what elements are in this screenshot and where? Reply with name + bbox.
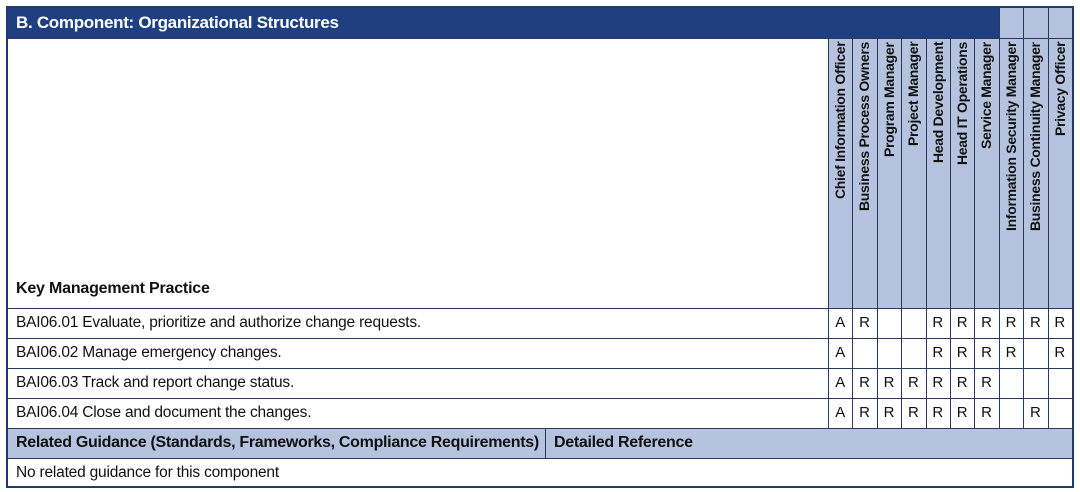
raci-cell: R [956,344,968,361]
raci-cell: A [835,344,846,361]
raci-cell: R [956,374,968,391]
raci-cell: R [907,374,919,391]
role-label-8: Business Continuity Manager [1027,42,1044,231]
role-label-4: Head Development [929,42,946,164]
no-related-guidance-text: No related guidance for this component [16,464,279,481]
raci-cell: R [1005,344,1017,361]
role-label-6: Service Manager [978,42,995,149]
role-label-2: Program Manager [880,42,897,157]
raci-cell: R [859,404,870,421]
raci-cell: R [1029,404,1041,421]
role-label-0: Chief Information Officer [832,42,848,200]
key-management-practice-header: Key Management Practice [16,280,210,297]
raci-cell: R [859,314,870,331]
raci-cell: R [1054,344,1066,361]
role-label-7: Information Security Manager [1002,42,1019,232]
raci-cell: R [932,314,944,331]
practice-label: BAI06.01 Evaluate, prioritize and authorize change requests. [16,314,422,331]
guidance-top-rule [8,428,1072,429]
raci-cell: R [981,404,992,421]
grid-column-line [1072,8,1073,428]
raci-cell: R [907,404,919,421]
role-label-9: Privacy Officer [1051,42,1068,137]
section-title: B. Component: Organizational Structures [16,13,339,32]
title-bottom-rule [8,38,1072,39]
guidance-divider [545,428,546,458]
raci-cell: R [932,374,944,391]
role-label-5: Head IT Operations [954,42,970,165]
organizational-structures-table [6,6,1074,488]
practice-label: BAI06.04 Close and document the changes. [16,404,312,421]
detailed-reference-header: Detailed Reference [554,434,693,451]
raci-cell: A [835,374,846,391]
raci-cell: R [883,404,895,421]
raci-cell: R [1029,314,1041,331]
practice-label: BAI06.02 Manage emergency changes. [16,344,282,361]
raci-cell: R [932,344,944,361]
raci-cell: R [981,314,992,331]
raci-cell: R [1005,314,1017,331]
raci-cell: R [981,374,992,391]
practice-label: BAI06.03 Track and report change status. [16,374,295,391]
role-label-1: Business Process Owners [856,42,873,211]
raci-cell: R [956,314,968,331]
raci-cell: R [932,404,944,421]
raci-cell: A [835,404,846,421]
raci-cell: R [981,344,992,361]
raci-cell: R [859,374,870,391]
role-label-3: Project Manager [905,42,922,147]
raci-cell: A [835,314,846,331]
raci-cell: R [956,404,968,421]
related-guidance-header: Related Guidance (Standards, Frameworks, Compliance Requirements) [16,434,539,451]
raci-cell: R [1054,314,1066,331]
raci-cell: R [883,374,895,391]
